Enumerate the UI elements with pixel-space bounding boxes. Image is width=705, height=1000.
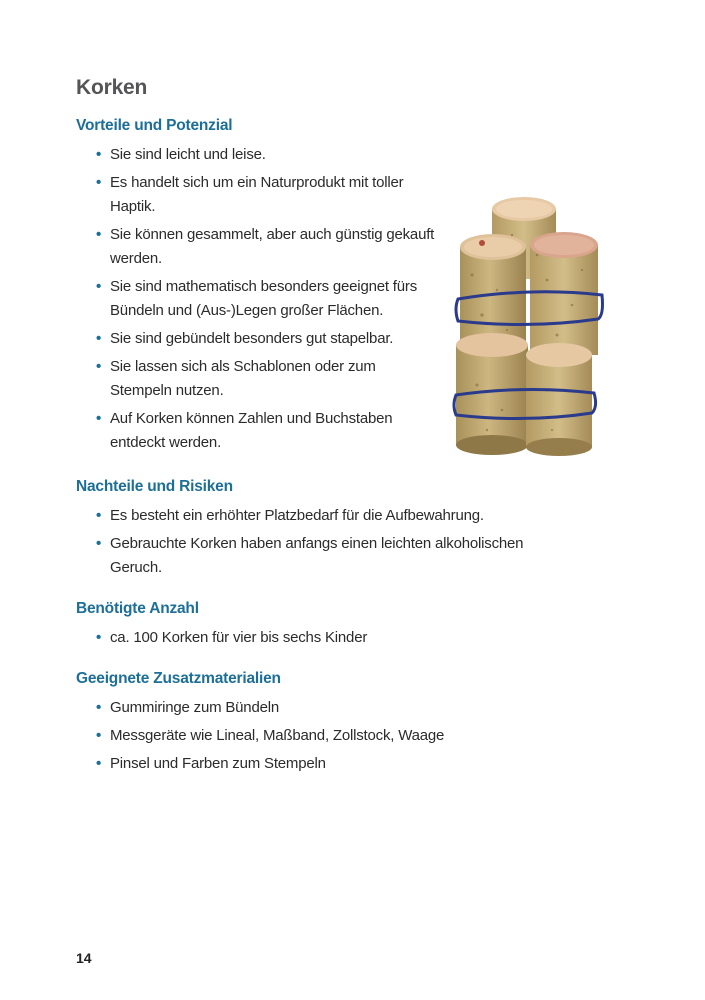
section-heading-anzahl: Benötigte Anzahl bbox=[76, 600, 199, 617]
section-nachteile bbox=[76, 478, 636, 584]
section-zusatz bbox=[76, 670, 576, 780]
list-item-text: Gebrauchte Korken haben anfangs einen leichten alkoholischen Geruch. bbox=[110, 535, 524, 576]
list-item bbox=[96, 504, 636, 528]
bullet-icon: • bbox=[96, 507, 102, 524]
bullet-list-zusatz bbox=[76, 696, 576, 776]
bullet-list-vorteile bbox=[76, 143, 436, 455]
section-heading-zusatz: Geeignete Zusatzmaterialien bbox=[76, 670, 281, 687]
list-item-text: Es besteht ein erhöhter Platzbedarf für die Aufbewahrung. bbox=[110, 507, 484, 524]
bullet-icon: • bbox=[96, 330, 102, 347]
list-item bbox=[96, 626, 576, 650]
list-item bbox=[96, 532, 550, 580]
page-title: Korken bbox=[76, 76, 148, 99]
list-item bbox=[96, 143, 436, 167]
list-item bbox=[96, 223, 436, 271]
cork-bundle-image bbox=[452, 195, 610, 457]
bullet-list-anzahl bbox=[76, 626, 576, 650]
list-item-text: Messgeräte wie Lineal, Maßband, Zollstock, Waage bbox=[110, 727, 445, 744]
bullet-icon: • bbox=[96, 358, 102, 375]
bullet-icon: • bbox=[96, 410, 102, 427]
bullet-icon: • bbox=[96, 755, 102, 772]
list-item-text: Pinsel und Farben zum Stempeln bbox=[110, 755, 326, 772]
bullet-icon: • bbox=[96, 535, 102, 552]
bullet-icon: • bbox=[96, 146, 102, 163]
list-item bbox=[96, 407, 436, 455]
list-item bbox=[96, 696, 576, 720]
bullet-icon: • bbox=[96, 278, 102, 295]
list-item bbox=[96, 724, 576, 748]
section-vorteile bbox=[76, 117, 436, 459]
list-item-text: Sie sind leicht und leise. bbox=[110, 146, 266, 163]
list-item-text: Sie können gesammelt, aber auch günstig gekauft werden. bbox=[110, 226, 435, 267]
bullet-list-nachteile bbox=[76, 504, 636, 580]
section-heading-vorteile: Vorteile und Potenzial bbox=[76, 117, 233, 134]
list-item bbox=[96, 275, 436, 323]
bullet-icon: • bbox=[96, 226, 102, 243]
page-number: 14 bbox=[76, 950, 92, 966]
list-item bbox=[96, 355, 436, 403]
section-anzahl bbox=[76, 600, 576, 654]
list-item bbox=[96, 327, 436, 351]
bullet-icon: • bbox=[96, 174, 102, 191]
bullet-icon: • bbox=[96, 629, 102, 646]
list-item-text: Sie lassen sich als Schablonen oder zum Stempeln nutzen. bbox=[110, 358, 376, 399]
bullet-icon: • bbox=[96, 699, 102, 716]
list-item bbox=[96, 171, 436, 219]
list-item-text: Gummiringe zum Bündeln bbox=[110, 699, 280, 716]
list-item-text: Auf Korken können Zahlen und Buchstaben entdeckt werden. bbox=[110, 410, 393, 451]
list-item-text: Es handelt sich um ein Naturprodukt mit toller Haptik. bbox=[110, 174, 404, 215]
list-item-text: ca. 100 Korken für vier bis sechs Kinder bbox=[110, 629, 368, 646]
list-item-text: Sie sind gebündelt besonders gut stapelbar. bbox=[110, 330, 394, 347]
list-item-text: Sie sind mathematisch besonders geeignet fürs Bündeln und (Aus-)Legen großer Flächen. bbox=[110, 278, 418, 319]
list-item bbox=[96, 752, 576, 776]
bullet-icon: • bbox=[96, 727, 102, 744]
section-heading-nachteile: Nachteile und Risiken bbox=[76, 478, 233, 495]
cork bbox=[526, 343, 592, 456]
